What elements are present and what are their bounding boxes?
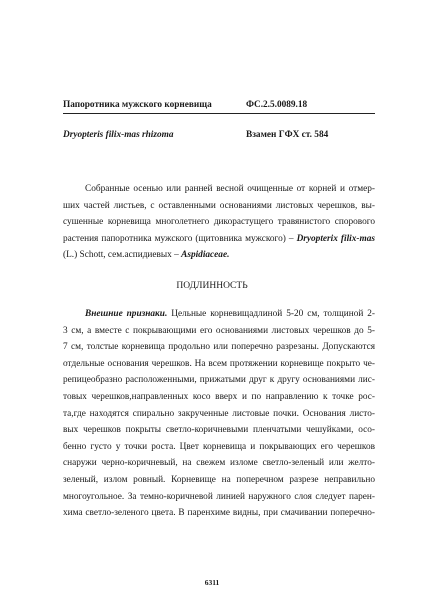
body-line: хима светло-зеленого цвета. В паренхиме видны, при смачивании поперечно- bbox=[63, 508, 375, 519]
header-row-title bbox=[63, 100, 375, 110]
header-row-latin bbox=[63, 130, 375, 140]
body-line: отдельные основания черешков. На всем протяжении корневище покрыто че- bbox=[63, 358, 375, 369]
intro-line: Собранные осенью или ранней весной очищенные от корней и отмер- bbox=[85, 184, 375, 194]
species-name: Dryopterix filix-mas bbox=[296, 233, 375, 244]
body-line: репицеобразно расположенными, прижатыми друг к другу основаниями лис- bbox=[63, 375, 375, 386]
body-line: вых черешков покрыты светло-коричневыми пленчатыми чешуйками, осо- bbox=[63, 425, 375, 436]
header-rule bbox=[63, 113, 375, 114]
intro-line: ших частей листьев, с оставленными основаниями листовых черешков, вы- bbox=[63, 200, 375, 211]
body-line: та,где находятся спирально закрученные листовые почки. Основания листо- bbox=[63, 408, 375, 419]
intro-text: (L.) Schott, сем.аспидиевых – bbox=[63, 250, 182, 261]
intro-line: сушенные корневища многолетнего дикорастущего травянистого спорового bbox=[63, 217, 375, 228]
intro-paragraph bbox=[63, 181, 375, 264]
page-number: 6311 bbox=[204, 578, 220, 587]
body-line: снаружи черно-коричневый, на свежем изломе светло-зеленый или желто- bbox=[63, 458, 375, 469]
body-paragraph bbox=[63, 306, 375, 522]
section-title: ПОДЛИННОСТЬ bbox=[176, 281, 248, 291]
family-name: Aspidiaceae. bbox=[181, 250, 230, 261]
intro-line bbox=[63, 231, 375, 248]
intro-line bbox=[63, 247, 375, 264]
intro-text: растения папоротника мужского (щитовника мужского) – bbox=[63, 233, 297, 244]
body-line: зеленый, излом ровный. Корневище на поперечном разрезе неправильно bbox=[63, 474, 375, 485]
body-line bbox=[63, 306, 375, 323]
monograph-code: ФС.2.5.0089.18 bbox=[246, 100, 308, 110]
body-line: 7 см, толстые корневища продольно или поперечно разрезаны. Допускаются bbox=[63, 342, 375, 353]
body-line: бенно густо у точки роста. Цвет корневища и покрывающих его черешков bbox=[63, 441, 375, 452]
body-line: многоугольное. За темно-коричневой линией наружного слоя следует парен- bbox=[63, 491, 375, 502]
body-text: Цельные корневищадлиной 5-20 см, толщиной 2- bbox=[167, 309, 375, 319]
body-line: 3 см, а вместе с покрывающими его основаниями листовых черешков до 5- bbox=[63, 325, 375, 336]
replaces-note: Взамен ГФХ ст. 584 bbox=[246, 130, 329, 140]
subsection-lead: Внешние признаки. bbox=[85, 309, 168, 319]
monograph-title: Папоротника мужского корневища bbox=[63, 100, 212, 110]
body-line: товых черешков,направленных косо вверх и по направлению к точке рос- bbox=[63, 391, 375, 402]
latin-name: Dryopteris filix-mas rhizoma bbox=[63, 130, 174, 140]
